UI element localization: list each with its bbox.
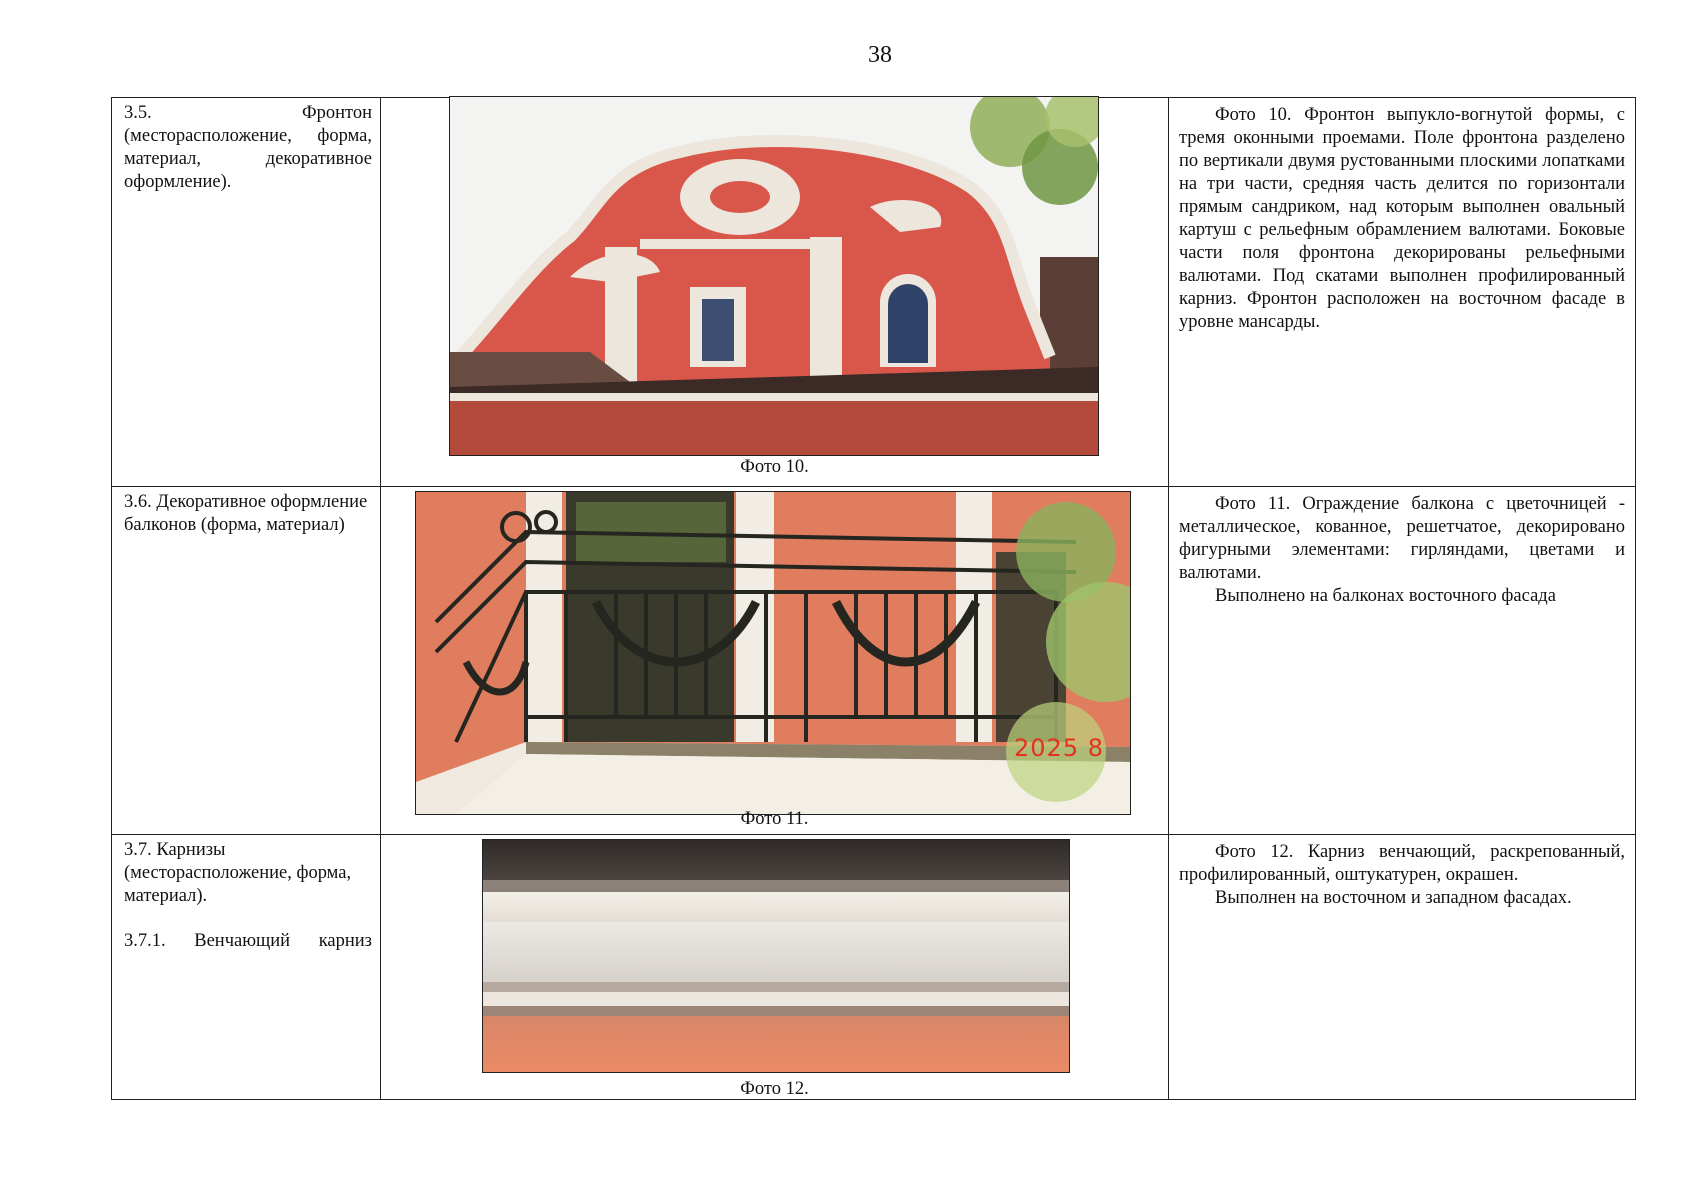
photo-caption: Фото 10. xyxy=(740,457,809,477)
photo-cell xyxy=(381,487,1169,835)
table-row xyxy=(112,835,1636,1100)
photo-date-stamp: 2025 8 xyxy=(1014,734,1104,762)
photo-balcony xyxy=(415,491,1131,815)
description-cell xyxy=(1169,487,1636,835)
description-text: Фото 10. Фронтон выпукло-вогнутой формы, с тремя оконными проемами. Поле фронтона разделено по вертикали двумя рустованными плоскими лопатками на три части, средняя часть делится по горизонтали прямым сандриком, над которым выполнен овальный картуш с рельефным обрамлением валютами. Боковые части поля фронтона декорированы рельефными валютами. Под скатами выполнен профилированный карниз. Фронтон расположен на восточном фасаде в уровне мансарды. xyxy=(1179,105,1625,332)
description-cell xyxy=(1169,835,1636,1100)
description-text: Выполнен на восточном и западном фасадах. xyxy=(1215,888,1572,908)
photo-pediment xyxy=(449,96,1099,456)
description-text: Фото 12. Карниз венчающий, раскрепованный, профилированный, оштукатурен, окрашен. xyxy=(1179,842,1625,885)
photo-cell xyxy=(381,98,1169,487)
photo-cornice xyxy=(482,839,1070,1073)
row-label-cell xyxy=(112,98,381,487)
row-sublabel: 3.7.1. Венчающий карниз xyxy=(124,931,372,951)
table-row xyxy=(112,98,1636,487)
row-label-cell xyxy=(112,835,381,1100)
attributes-table xyxy=(111,97,1636,1100)
table-row xyxy=(112,487,1636,835)
row-label-cell xyxy=(112,487,381,835)
page-number: 38 xyxy=(868,42,892,68)
row-label: 3.7. Карнизы (месторасположение, форма, материал). xyxy=(124,840,352,906)
description-cell xyxy=(1169,98,1636,487)
row-label: 3.6. Декоративное оформление балконов (форма, материал) xyxy=(124,492,368,535)
row-label: 3.5. Фронтон (месторасположение, форма, материал, декоративное оформление). xyxy=(124,103,372,192)
photo-caption: Фото 11. xyxy=(740,809,809,829)
photo-cell xyxy=(381,835,1169,1100)
description-text: Выполнено на балконах восточного фасада xyxy=(1215,586,1556,606)
description-text: Фото 11. Ограждение балкона с цветочницей - металлическое, кованное, решетчатое, декорировано фигурными элементами: гирляндами, цветами и валютами. xyxy=(1179,494,1625,583)
photo-caption: Фото 12. xyxy=(740,1079,809,1099)
